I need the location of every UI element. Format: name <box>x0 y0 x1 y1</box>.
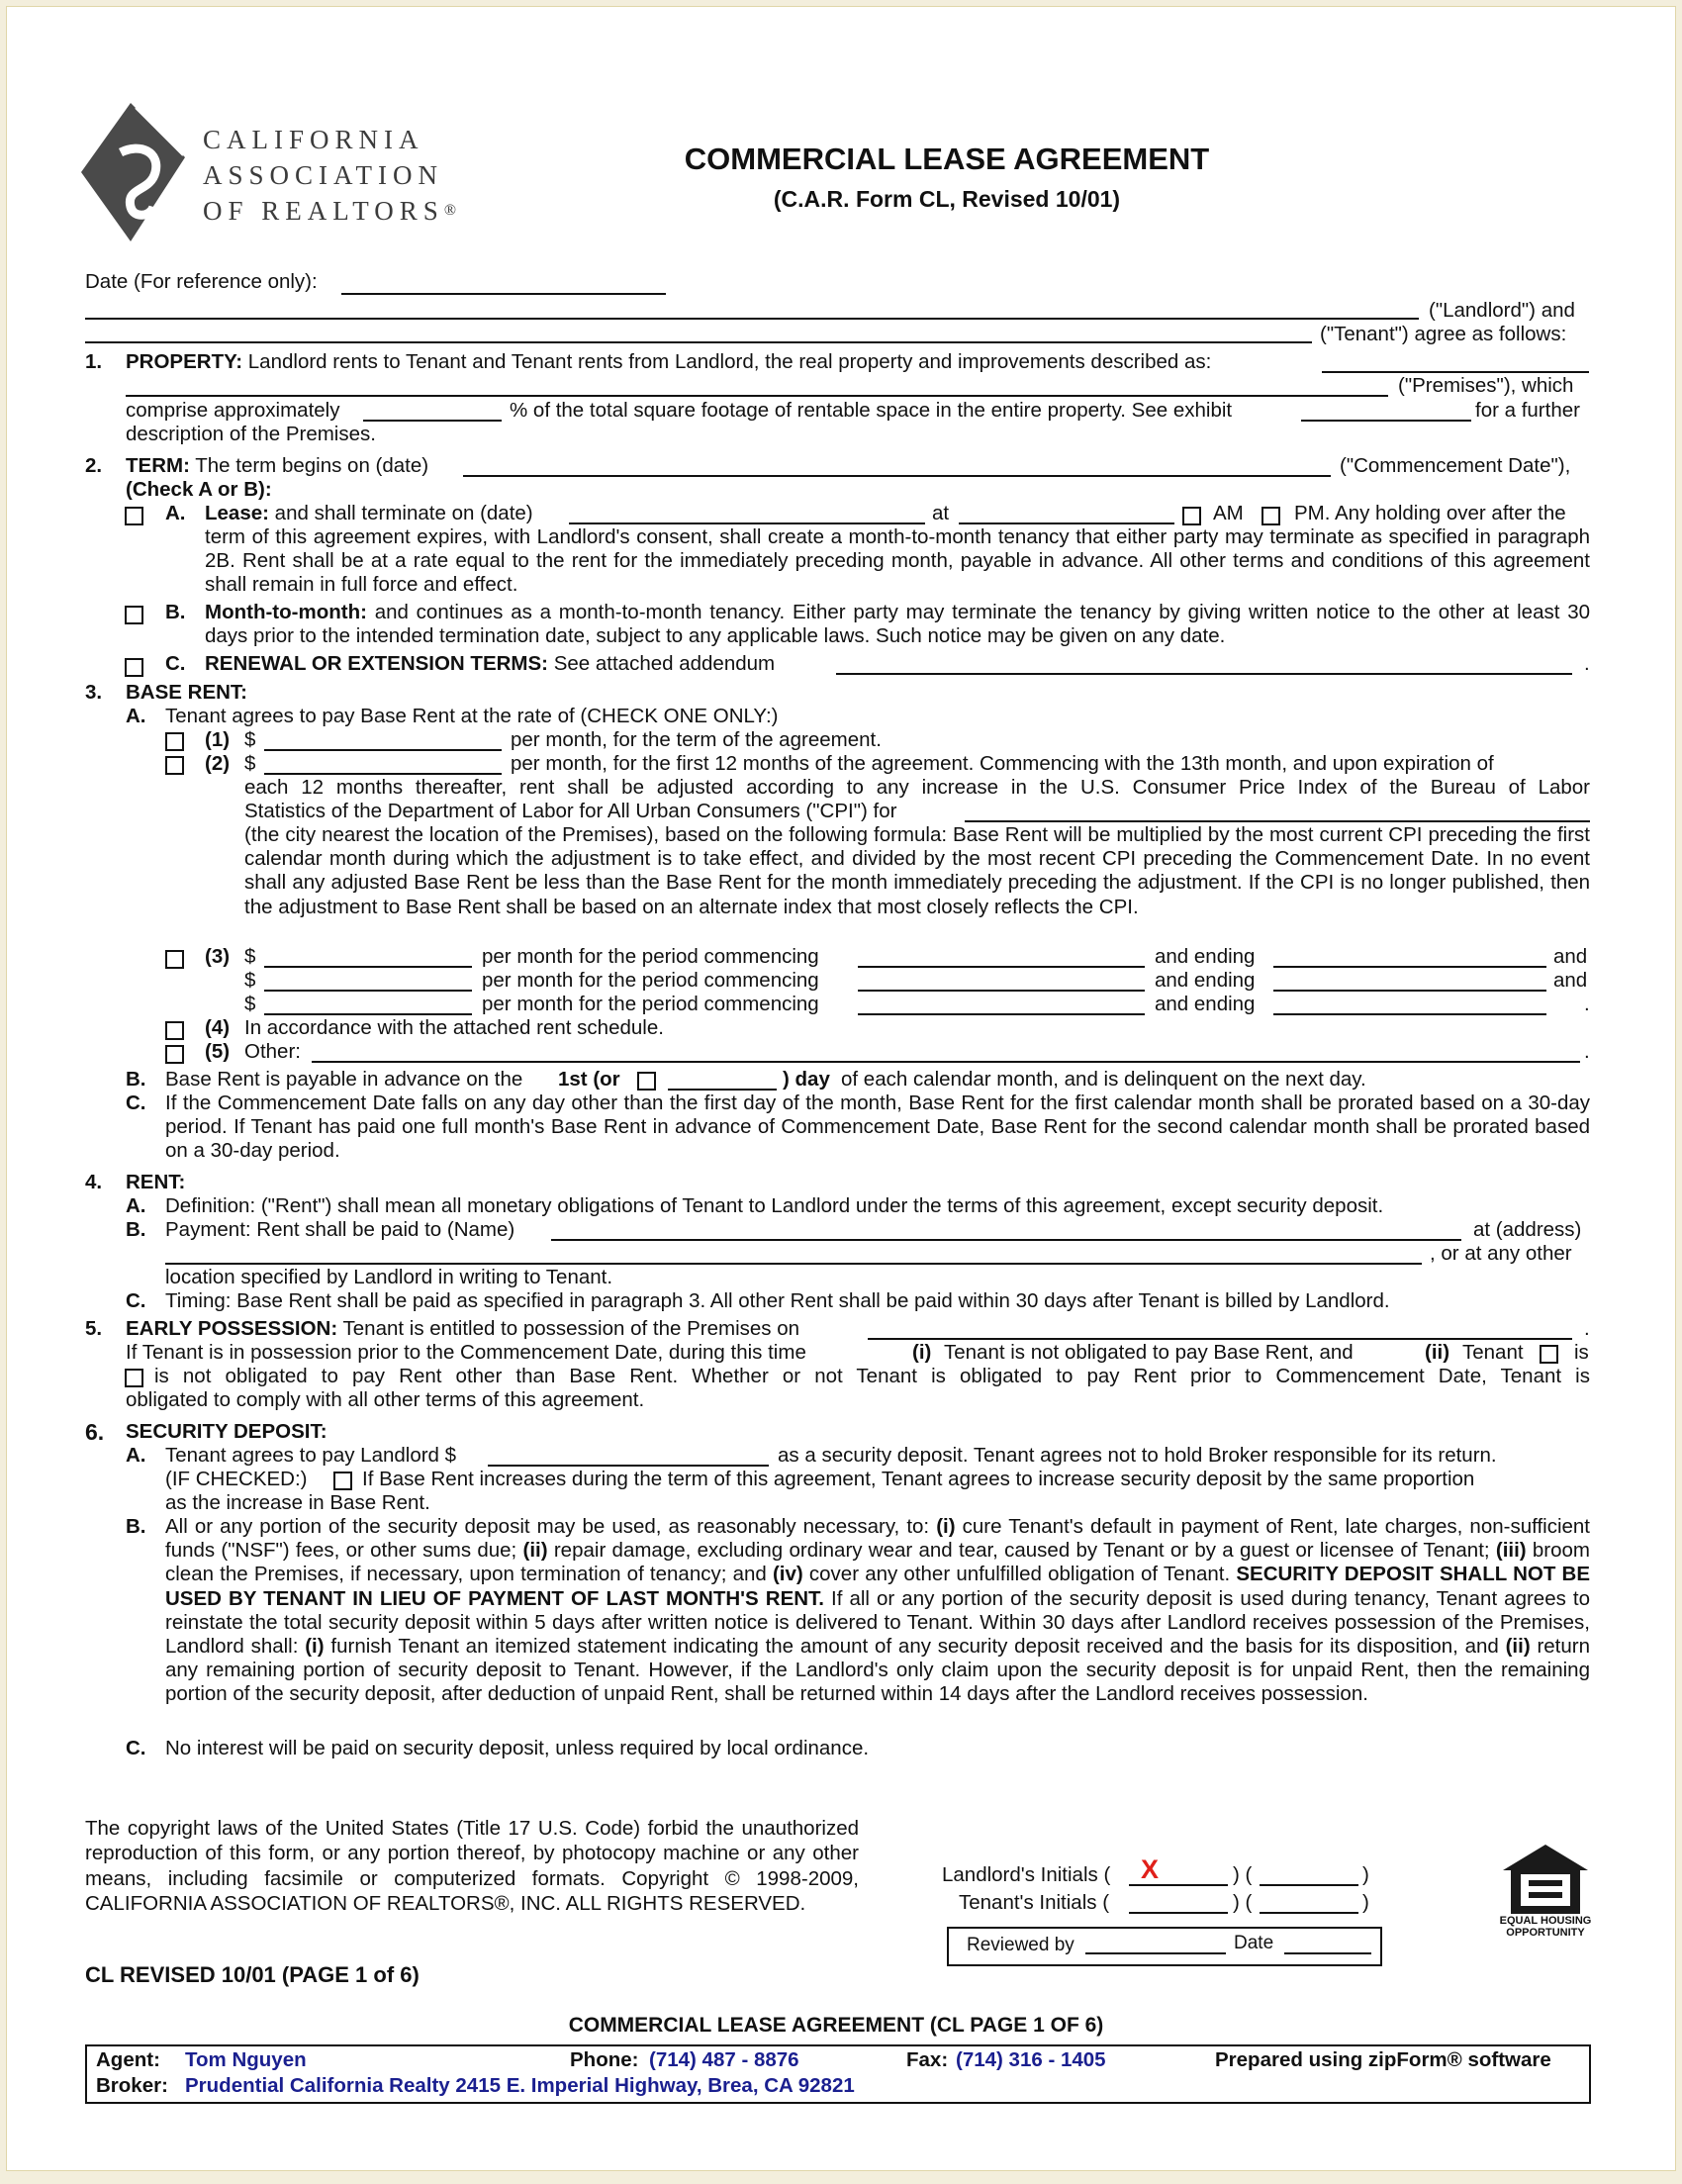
landlord-and-label: ("Landlord") and <box>1429 299 1575 322</box>
commencement-label: ("Commencement Date"), <box>1340 454 1571 477</box>
org-name-line3: OF REALTORS® <box>203 196 456 226</box>
option-3-dollar: $ <box>244 969 256 992</box>
deposit-a-end: as the increase in Base Rent. <box>165 1491 430 1514</box>
section-6-number: 6. <box>85 1419 105 1445</box>
option-3-amount-field[interactable] <box>264 966 472 968</box>
option-3-text: per month for the period commencing <box>482 969 819 992</box>
option-5-label: (5) <box>205 1040 231 1063</box>
term-b-letter: B. <box>165 601 186 623</box>
tenant-initials-end: ) <box>1362 1891 1369 1914</box>
landlord-field[interactable] <box>85 318 1419 320</box>
agent-phone: (714) 487 - 8876 <box>649 2048 799 2071</box>
reviewed-by-label: Reviewed by <box>967 1935 1075 1955</box>
tenant-initials-label: Tenant's Initials ( <box>959 1891 1110 1914</box>
rent-a-text: Tenant agrees to pay Base Rent at the rate of (CHECK ONE ONLY:) <box>165 705 779 727</box>
document-subtitle: (C.A.R. Form CL, Revised 10/01) <box>773 186 1121 212</box>
rent-day-checkbox[interactable] <box>637 1072 656 1091</box>
tenant-field[interactable] <box>85 341 1312 343</box>
option-2-text: per month, for the first 12 months of the agreement. Commencing with the 13th month, and upon expiration of <box>511 752 1494 775</box>
rent-option-1-checkbox[interactable] <box>165 732 184 751</box>
cpi-city-field[interactable] <box>965 820 1590 822</box>
option-5-field[interactable] <box>312 1061 1580 1063</box>
org-name-line2: ASSOCIATION <box>203 160 444 190</box>
deposit-a-text2: as a security deposit. Tenant agrees not to hold Broker responsible for its return. <box>778 1444 1497 1467</box>
rent-b-text1: Base Rent is payable in advance on the <box>165 1068 523 1091</box>
month-to-month-body: Month-to-month: and continues as a month-to-month tenancy. Either party may terminate the tenancy by giving written notice to the other at least 30 days prior to the intended termination date, subject to any applicable laws. Such notice may be given on any date. <box>205 601 1590 648</box>
lease-body: term of this agreement expires, with Landlord's consent, shall create a month-to-month tenancy that either party may terminate as specified in paragraph 2B. Rent shall be at a rate equal to the rent for the immediately preceding month, payable in advance. All other terms and conditions of this agreement shall remain in full force and effect. <box>205 525 1590 597</box>
document-title: COMMERCIAL LEASE AGREEMENT <box>684 142 1210 176</box>
reviewed-date-label: Date <box>1234 1933 1274 1953</box>
payee-address-field[interactable] <box>165 1263 1422 1265</box>
deposit-c-letter: C. <box>126 1737 146 1759</box>
section-5-number: 5. <box>85 1317 103 1340</box>
option-3-and: and <box>1553 969 1588 992</box>
option-1-amount-field[interactable] <box>264 749 502 751</box>
rent-option-4-checkbox[interactable] <box>165 1021 184 1040</box>
option-3-ending-label: and ending <box>1155 945 1256 968</box>
pm-label: PM. Any holding over after the <box>1294 502 1566 524</box>
early-possession-l2: If Tenant is in possession prior to the Commencement Date, during this time <box>126 1341 806 1364</box>
landlord-initials-mid: ) ( <box>1233 1863 1253 1886</box>
landlord-initials-end: ) <box>1362 1863 1369 1886</box>
rent-option-3-checkbox[interactable] <box>165 950 184 969</box>
deposit-a-letter: A. <box>126 1444 146 1467</box>
section-1-number: 1. <box>85 350 103 373</box>
exhibit-field[interactable] <box>1301 420 1471 422</box>
property-field-2[interactable] <box>126 395 1388 397</box>
agent-name: Tom Nguyen <box>185 2048 307 2071</box>
deposit-if-checked: (IF CHECKED:) <box>165 1468 308 1490</box>
check-a-or-b: (Check A or B): <box>126 478 272 501</box>
option-3-label: (3) <box>205 945 231 968</box>
option-3-text: per month for the period commencing <box>482 993 819 1015</box>
landlord-initials-label: Landlord's Initials ( <box>942 1863 1111 1886</box>
security-deposit-heading: SECURITY DEPOSIT: <box>126 1420 327 1443</box>
rent-heading: RENT: <box>126 1171 186 1193</box>
comprise-label: comprise approximately <box>126 399 340 422</box>
rent-def-letter: A. <box>126 1194 146 1217</box>
am-checkbox[interactable] <box>1182 507 1201 525</box>
tenant-initials-field-1[interactable] <box>1129 1912 1228 1914</box>
term-a-letter: A. <box>165 502 186 524</box>
option-2-body-3: (the city nearest the location of the Premises), based on the following formula: Base Rent will be multiplied by the most current CPI preceding the first calendar month during which the adjustment is to take effect, and divided by the most recent CPI preceding the Commencement Date. In no event shall any adjusted Base Rent be less than the Base Rent for the month immediately preceding the adjustment. If the CPI is no longer published, then the adjustment to Base Rent shall be based on an alternate index that most closely reflects the CPI. <box>244 823 1590 918</box>
early-possession-is: is <box>1574 1341 1589 1364</box>
option-3-dollar: $ <box>244 993 256 1015</box>
rent-c-letter: C. <box>126 1092 146 1114</box>
section-3-number: 3. <box>85 681 103 704</box>
option-3-and: and <box>1553 945 1588 968</box>
option-3-ending-field[interactable] <box>1273 966 1546 968</box>
option-4-label: (4) <box>205 1016 231 1039</box>
payment-letter: B. <box>126 1218 146 1241</box>
rent-definition: Definition: ("Rent") shall mean all monetary obligations of Tenant to Landlord under the terms of this agreement, except security deposit. <box>165 1194 1384 1217</box>
description-label: description of the Premises. <box>126 423 376 445</box>
copyright-notice: The copyright laws of the United States (Title 17 U.S. Code) forbid the unauthorized reproduction of this form, or any portion thereof, by photocopy machine or any other means, including facsimile or computerized formats. Copyright © 1998-2009, CALIFORNIA ASSOCIATION OF REALTORS®, INC. ALL RIGHTS RESERVED. <box>85 1817 859 1916</box>
renewal-line: RENEWAL OR EXTENSION TERMS: See attached addendum <box>205 652 776 675</box>
option-2-dollar: $ <box>244 752 256 775</box>
early-possession-l3: is not obligated to pay Rent other than Base Rent. Whether or not Tenant is obligated to pay Rent prior to Commencement Date, Tenant is <box>154 1365 1590 1387</box>
timing-letter: C. <box>126 1289 146 1312</box>
rent-option-2-checkbox[interactable] <box>165 756 184 775</box>
pm-checkbox[interactable] <box>1262 507 1280 525</box>
option-3-amount-field[interactable] <box>264 990 472 992</box>
percent-text: % of the total square footage of rentable space in the entire property. See exhibit <box>510 399 1233 422</box>
terminate-time-field[interactable] <box>959 522 1174 524</box>
option-3-commencing-field[interactable] <box>858 966 1145 968</box>
option-5-end: . <box>1584 1040 1590 1063</box>
option-2-amount-field[interactable] <box>264 773 502 775</box>
option-3-end: . <box>1584 993 1590 1015</box>
option-3-commencing-field[interactable] <box>858 1013 1145 1015</box>
early-possession-l2c: Tenant is not obligated to pay Base Rent, and <box>944 1341 1354 1364</box>
option-1-text: per month, for the term of the agreement. <box>511 728 882 751</box>
tenant-rent-checkbox-2[interactable] <box>125 1369 143 1387</box>
rent-b-day: ) day <box>783 1068 830 1091</box>
broker-info: Prudential California Realty 2415 E. Imperial Highway, Brea, CA 92821 <box>185 2074 855 2097</box>
agent-label: Agent: <box>96 2048 160 2071</box>
deposit-c-text: No interest will be paid on security deposit, unless required by local ordinance. <box>165 1737 870 1759</box>
option-3-ending-label: and ending <box>1155 969 1256 992</box>
early-possession-l4: obligated to comply with all other terms of this agreement. <box>126 1388 645 1411</box>
tenant-initials-field-2[interactable] <box>1260 1912 1358 1914</box>
date-label: Date (For reference only): <box>85 270 318 293</box>
form-revision: CL REVISED 10/01 (PAGE 1 of 6) <box>85 1962 420 1987</box>
date-field[interactable] <box>341 293 666 295</box>
payment-location: location specified by Landlord in writing to Tenant. <box>165 1266 613 1288</box>
at-label: at <box>932 502 950 524</box>
landlord-initials-field-2[interactable] <box>1260 1884 1358 1886</box>
lease-line: Lease: and shall terminate on (date) <box>205 502 533 524</box>
deposit-increase-checkbox[interactable] <box>333 1472 352 1490</box>
deposit-a-text: Tenant agrees to pay Landlord $ <box>165 1444 457 1467</box>
renewal-end: . <box>1584 652 1590 675</box>
deposit-b-body: All or any portion of the security deposit may be used, as reasonably necessary, to: (i) cure Tenant's default in payment of Rent, late charges, non-sufficient funds ("NSF") fees, or other sums due; (ii) repair damage, excluding ordinary wear and tear, caused by Tenant or by a guest or licensee of Tenant; (iii) broom clean the Premises, if necessary, upon termination of tenancy; and (iv) cover any other unfulfilled obligation of Tenant. SECURITY DEPOSIT SHALL NOT BE USED BY TENANT IN LIEU OF PAYMENT OF LAST MONTH'S RENT. If all or any portion of the security deposit is used during tenancy, Tenant agrees to reinstate the total security deposit within 5 days after written notice is delivered to Tenant. Within 30 days after Landlord receives possession of the Premises, Landlord shall: (i) furnish Tenant an itemized statement indicating the amount of any security deposit received and the basis for its disposition, and (ii) return any remaining portion of security deposit to Tenant. However, if the Landlord's only claim upon the security deposit is for unpaid Rent, then the remaining portion of the security deposit, after deduction of unpaid Rent, shall be returned within 14 days after the Landlord receives possession. <box>165 1515 1591 1706</box>
term-start-field[interactable] <box>463 475 1331 477</box>
option-3-commencing-field[interactable] <box>858 990 1145 992</box>
option-3-dollar: $ <box>244 945 256 968</box>
equal-housing-line2: OPPORTUNITY <box>1506 1927 1585 1939</box>
rent-a-letter: A. <box>126 705 146 727</box>
option-1-dollar: $ <box>244 728 256 751</box>
option-5-text: Other: <box>244 1040 301 1063</box>
timing-text: Timing: Base Rent shall be paid as specified in paragraph 3. All other Rent shall be paid within 30 days after Tenant is billed by Landlord. <box>165 1289 1390 1312</box>
reviewed-by-field[interactable] <box>1085 1952 1226 1954</box>
section-4-number: 4. <box>85 1171 103 1193</box>
tenant-initials-mid: ) ( <box>1233 1891 1253 1914</box>
payee-name-field[interactable] <box>551 1239 1461 1241</box>
reviewed-date-field[interactable] <box>1284 1952 1371 1954</box>
month-to-month-checkbox[interactable] <box>125 606 143 624</box>
early-possession-i: (i) <box>912 1341 932 1364</box>
prepared-using: Prepared using zipForm® software <box>1215 2048 1551 2071</box>
terminate-date-field[interactable] <box>569 522 925 524</box>
rent-option-5-checkbox[interactable] <box>165 1045 184 1064</box>
am-label: AM <box>1213 502 1244 524</box>
rent-b-letter: B. <box>126 1068 146 1091</box>
phone-label: Phone: <box>570 2048 639 2071</box>
possession-end: . <box>1584 1317 1590 1340</box>
option-3-amount-field[interactable] <box>264 1013 472 1015</box>
option-3-ending-field[interactable] <box>1273 990 1546 992</box>
option-2-body-1: each 12 months thereafter, rent shall be adjusted according to any increase in the U.S. Consumer Price Index of the Bureau of Labor <box>244 776 1590 799</box>
rent-b-first: 1st (or <box>558 1068 620 1091</box>
renewal-checkbox[interactable] <box>125 658 143 677</box>
page-footer-title: COMMERCIAL LEASE AGREEMENT (CL PAGE 1 OF 6) <box>568 2014 1104 2037</box>
option-4-text: In accordance with the attached rent schedule. <box>244 1016 664 1039</box>
further-label: for a further <box>1475 399 1580 422</box>
landlord-initial-mark: X <box>1141 1854 1160 1884</box>
rent-day-field[interactable] <box>668 1089 777 1091</box>
fax-label: Fax: <box>906 2048 949 2071</box>
payment-text: Payment: Rent shall be paid to (Name) <box>165 1218 515 1241</box>
property-field-1[interactable] <box>1322 371 1589 373</box>
option-1-label: (1) <box>205 728 231 751</box>
option-3-ending-field[interactable] <box>1273 1013 1546 1015</box>
deposit-if-checked-text: If Base Rent increases during the term of this agreement, Tenant agrees to increase security deposit by the same proportion <box>362 1468 1475 1490</box>
section-1-line: PROPERTY: Landlord rents to Tenant and Tenant rents from Landlord, the real property and improvements described as: <box>126 350 1212 373</box>
renewal-field[interactable] <box>836 673 1572 675</box>
early-possession-line: EARLY POSSESSION: Tenant is entitled to possession of the Premises on <box>126 1317 800 1340</box>
option-2-body-2: Statistics of the Department of Labor for All Urban Consumers ("CPI") for <box>244 800 897 822</box>
rent-c-body: If the Commencement Date falls on any day other than the first day of the month, Base Rent for the first calendar month shall be prorated based on a 30-day period. If Tenant has paid one full month's Base Rent in advance of Commencement Date, Base Rent for the second calendar month shall be prorated based on a 30-day period. <box>165 1092 1590 1163</box>
premises-label: ("Premises"), which <box>1398 374 1574 397</box>
base-rent-heading: BASE RENT: <box>126 681 248 704</box>
option-3-ending-label: and ending <box>1155 993 1256 1015</box>
term-c-letter: C. <box>165 652 186 675</box>
term-line: TERM: The term begins on (date) <box>126 454 429 477</box>
document-page <box>7 7 1675 2170</box>
deposit-b-letter: B. <box>126 1515 146 1538</box>
lease-checkbox[interactable] <box>125 507 143 525</box>
deposit-amount-field[interactable] <box>488 1465 769 1467</box>
early-possession-tenant: Tenant <box>1462 1341 1524 1364</box>
payment-other-label: , or at any other <box>1430 1242 1572 1265</box>
percent-field[interactable] <box>363 420 502 422</box>
equal-housing-icon <box>1501 1843 1590 1916</box>
section-2-number: 2. <box>85 454 103 477</box>
agent-fax: (714) 316 - 1405 <box>956 2048 1106 2071</box>
option-3-text: per month for the period commencing <box>482 945 819 968</box>
rent-b-text2: of each calendar month, and is delinquent on the next day. <box>841 1068 1366 1091</box>
broker-label: Broker: <box>96 2074 168 2097</box>
landlord-initials-field-1[interactable] <box>1129 1884 1228 1886</box>
tenant-rent-checkbox-1[interactable] <box>1540 1345 1558 1364</box>
payment-address-label: at (address) <box>1473 1218 1582 1241</box>
early-possession-ii: (ii) <box>1425 1341 1450 1364</box>
org-name-line1: CALIFORNIA <box>203 125 424 154</box>
equal-housing-line1: EQUAL HOUSING <box>1499 1915 1592 1927</box>
option-2-label: (2) <box>205 752 231 775</box>
tenant-agree-label: ("Tenant") agree as follows: <box>1320 323 1567 345</box>
possession-date-field[interactable] <box>868 1338 1572 1340</box>
